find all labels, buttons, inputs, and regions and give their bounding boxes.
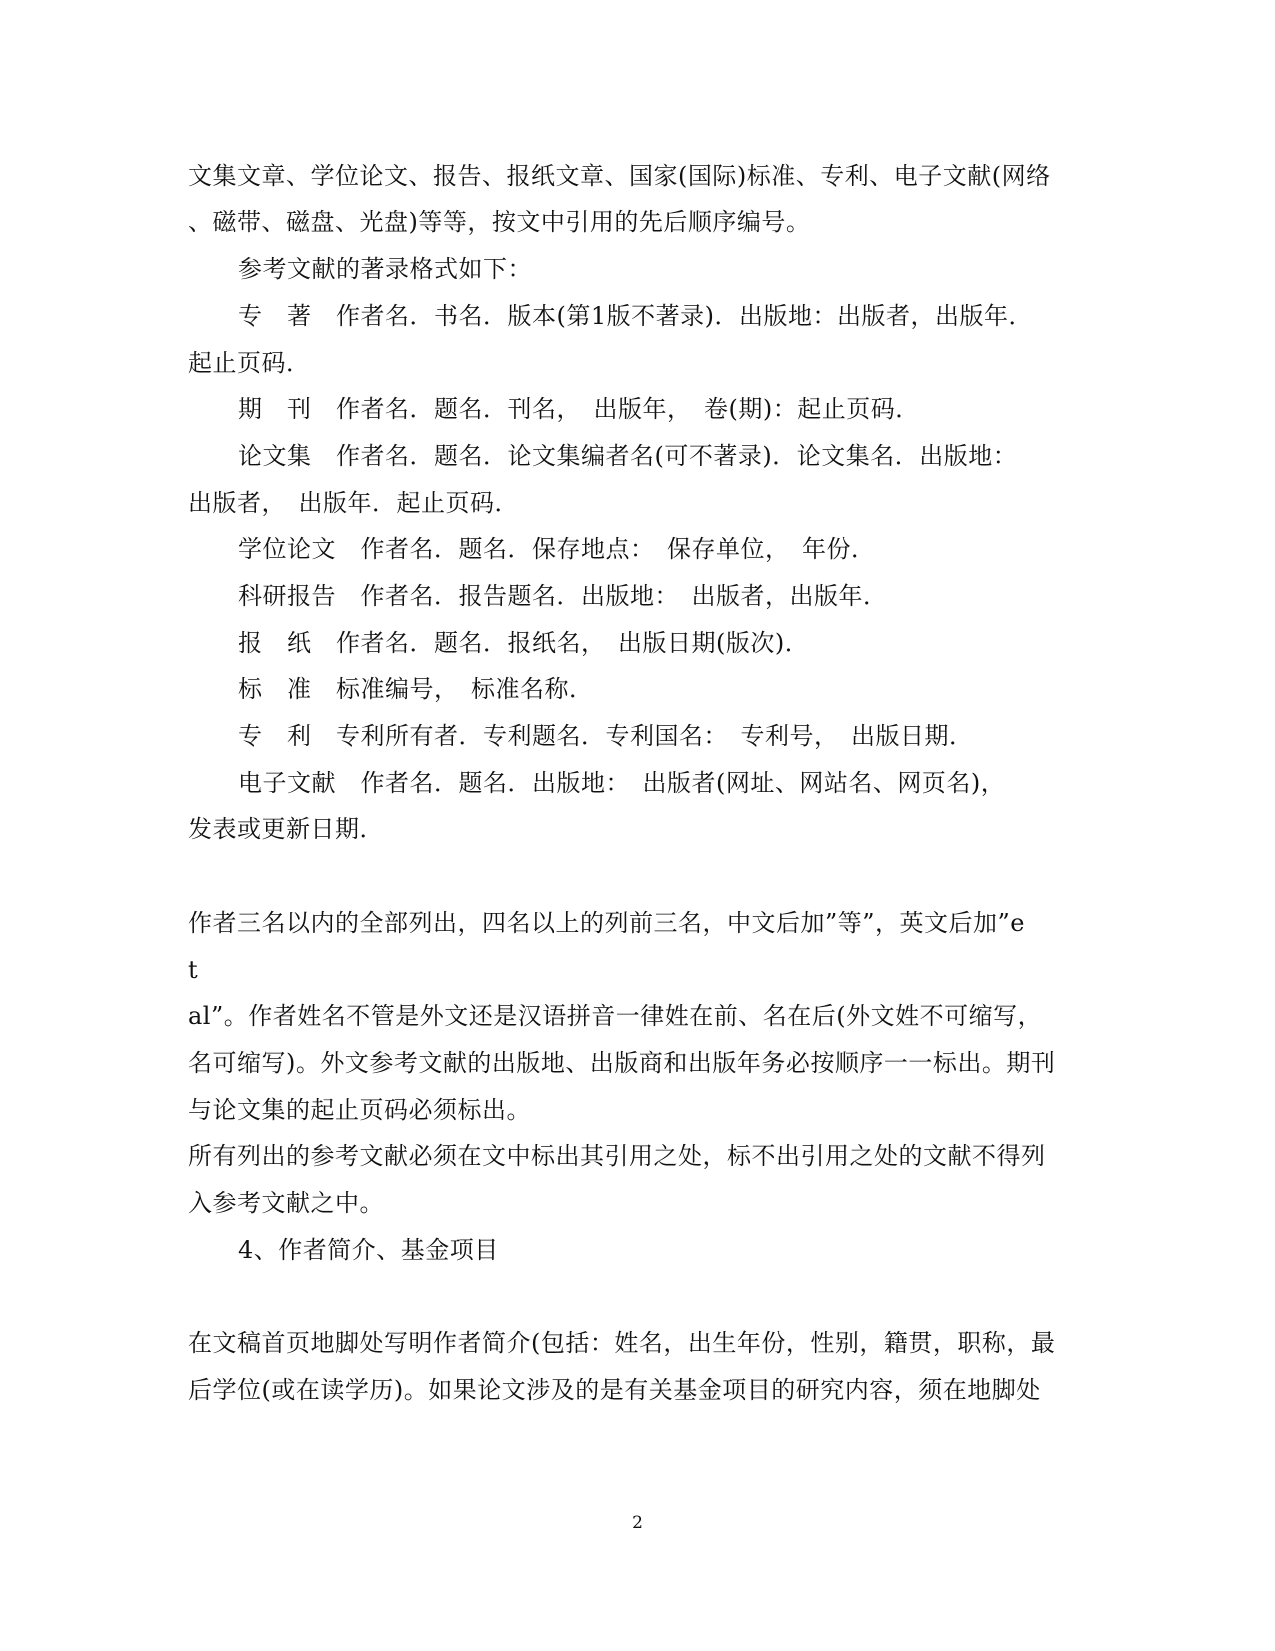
reference-format-line: 专 著 作者名．书名．版本(第1版不著录)．出版地：出版者，出版年． (238, 302, 1033, 330)
text-line: 后学位(或在读学历)。如果论文涉及的是有关基金项目的研究内容，须在地脚处 (188, 1376, 1041, 1404)
reference-format-line: 专 利 专利所有者．专利题名．专利国名： 专利号， 出版日期． (238, 722, 974, 750)
text-line: 参考文献的著录格式如下： (238, 255, 532, 283)
reference-format-line: 期 刊 作者名．题名．刊名， 出版年， 卷(期)：起止页码． (238, 395, 920, 423)
text-line: t (188, 956, 199, 984)
text-line: 入参考文献之中。 (188, 1189, 384, 1217)
reference-format-line: 电子文献 作者名．题名．出版地： 出版者(网址、网站名、网页名)， (238, 769, 1006, 797)
text-line: 所有列出的参考文献必须在文中标出其引用之处，标不出引用之处的文献不得列 (188, 1142, 1046, 1170)
text-line: 出版者， 出版年．起止页码． (188, 489, 519, 517)
text-line: al”。作者姓名不管是外文还是汉语拼音一律姓在前、名在后(外文姓不可缩写， (188, 1002, 1043, 1030)
reference-format-line: 学位论文 作者名．题名．保存地点： 保存单位， 年份． (238, 535, 876, 563)
text-line: 作者三名以内的全部列出，四名以上的列前三名，中文后加”等”，英文后加”e (188, 909, 1026, 937)
text-line: 起止页码． (188, 349, 311, 377)
text-line: 发表或更新日期． (188, 815, 384, 843)
text-line: 、磁带、磁盘、光盘)等等，按文中引用的先后顺序编号。 (188, 208, 811, 236)
reference-format-line: 标 准 标准编号， 标准名称． (238, 675, 594, 703)
reference-format-line: 科研报告 作者名．报告题名．出版地： 出版者，出版年． (238, 582, 888, 610)
reference-format-line: 报 纸 作者名．题名．报纸名， 出版日期(版次)． (238, 629, 810, 657)
text-line: 与论文集的起止页码必须标出。 (188, 1096, 531, 1124)
page-number: 2 (632, 1513, 643, 1533)
section-heading: 4、作者简介、基金项目 (238, 1236, 499, 1264)
reference-format-line: 论文集 作者名．题名．论文集编者名(可不著录)．论文集名．出版地： (238, 442, 1018, 470)
text-line: 在文稿首页地脚处写明作者简介(包括：姓名，出生年份，性别，籍贯，职称，最 (188, 1329, 1056, 1357)
text-line: 名可缩写)。外文参考文献的出版地、出版商和出版年务必按顺序一一标出。期刊 (188, 1049, 1056, 1077)
text-line: 文集文章、学位论文、报告、报纸文章、国家(国际)标准、专利、电子文献(网络 (188, 162, 1051, 190)
